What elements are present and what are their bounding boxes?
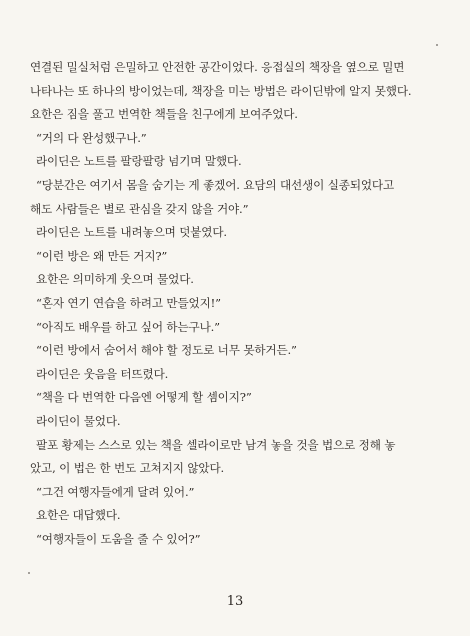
paper-speck xyxy=(436,44,438,46)
text-line: 라이딘은 노트를 내려놓으며 덧붙였다. xyxy=(36,225,227,240)
page-number: 13 xyxy=(226,594,244,609)
text-line: “책을 다 번역한 다음엔 어떻게 할 셈이지?” xyxy=(36,390,252,405)
text-line: “혼자 연기 연습을 하려고 만들었지!” xyxy=(36,295,221,310)
text-line: “그건 여행자들에게 달려 있어.” xyxy=(36,484,195,499)
text-line: 라이딘이 물었다. xyxy=(36,413,121,428)
text-line: “거의 다 완성했구나.” xyxy=(36,130,147,145)
text-line: 요한은 대답했다. xyxy=(36,508,121,523)
text-line: 해도 사람들은 별로 관심을 갖지 않을 거야.” xyxy=(30,201,249,216)
text-line: 라이딘은 웃음을 터뜨렸다. xyxy=(36,366,169,381)
text-line: 나타나는 또 하나의 방이었는데, 책장을 미는 방법은 라이딘밖에 알지 못했다. xyxy=(30,83,412,98)
body-text xyxy=(30,56,445,551)
text-line: “이런 방에서 숨어서 해야 할 정도로 너무 못하거든.” xyxy=(36,343,297,358)
text-line: “당분간은 여기서 몸을 숨기는 게 좋겠어. 요담의 대선생이 실종되었다고 xyxy=(36,177,395,192)
text-line: “이런 방은 왜 만든 거지?” xyxy=(36,248,168,263)
text-line: “아직도 배우를 하고 싶어 하는구나.” xyxy=(36,319,220,334)
paper-speck xyxy=(28,572,30,574)
text-line: 요한은 의미하게 웃으며 물었다. xyxy=(36,272,194,287)
text-line: 라이딘은 노트를 팔랑팔랑 넘기며 말했다. xyxy=(36,154,242,169)
text-line: 았고, 이 법은 한 번도 고쳐지지 않았다. xyxy=(30,461,225,476)
text-line: 연결된 밀실처럼 은밀하고 안전한 공간이었다. 응접실의 책장을 옆으로 밀면 xyxy=(30,60,405,74)
text-line: “여행자들이 도움을 줄 수 있어?” xyxy=(36,531,201,546)
text-line: 팔포 황제는 스스로 있는 책을 셀라이로만 남겨 놓을 것을 법으로 정해 놓 xyxy=(36,437,396,452)
text-line: 요한은 짐을 풀고 번역한 책들을 친구에게 보여주었다. xyxy=(30,107,298,122)
